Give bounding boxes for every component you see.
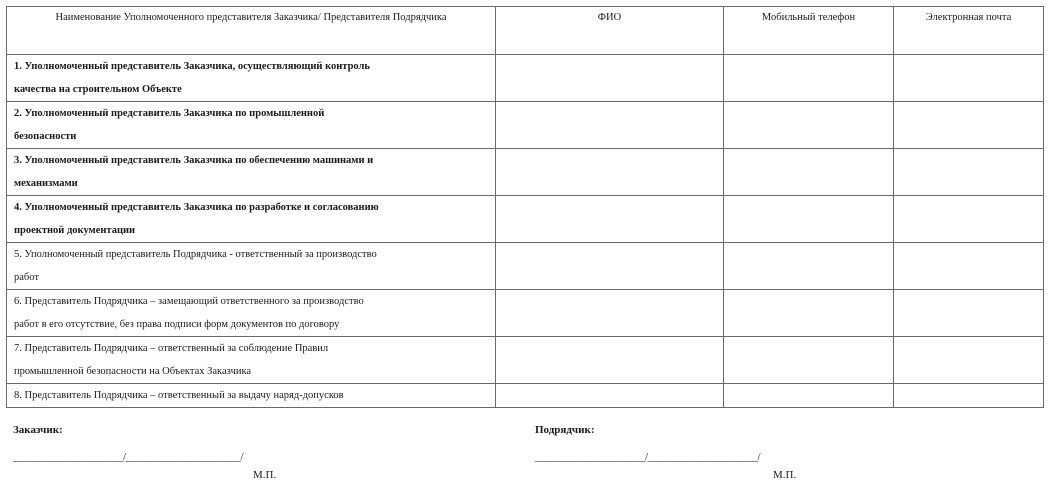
email-cell[interactable] [894, 243, 1044, 290]
phone-cell[interactable] [724, 149, 894, 196]
email-cell[interactable] [894, 337, 1044, 384]
table-row [7, 102, 1044, 149]
table-row [7, 55, 1044, 102]
fio-cell[interactable] [496, 55, 724, 102]
fio-cell[interactable] [496, 290, 724, 337]
customer-signature-line: ______________________/_______________________/ [13, 451, 244, 463]
contractor-signature-block [535, 424, 797, 481]
table-row [7, 149, 1044, 196]
fio-cell[interactable] [496, 337, 724, 384]
table-row [7, 384, 1044, 408]
fio-cell[interactable] [496, 243, 724, 290]
phone-cell[interactable] [724, 290, 894, 337]
phone-cell[interactable] [724, 243, 894, 290]
phone-cell[interactable] [724, 337, 894, 384]
table-row [7, 196, 1044, 243]
email-cell[interactable] [894, 55, 1044, 102]
email-cell[interactable] [894, 196, 1044, 243]
email-cell[interactable] [894, 384, 1044, 408]
customer-label: Заказчик: [13, 424, 63, 436]
contractor-stamp-mark: М.П. [773, 469, 797, 481]
table-header-row [7, 7, 1044, 55]
fio-cell[interactable] [496, 149, 724, 196]
fio-cell[interactable] [496, 196, 724, 243]
phone-cell[interactable] [724, 102, 894, 149]
customer-signature-block [13, 424, 277, 481]
representatives-table [6, 6, 1044, 408]
table-row [7, 337, 1044, 384]
email-cell[interactable] [894, 290, 1044, 337]
role-cell: 5. Уполномоченный представитель Подрядчика - ответственный за производство работ [7, 243, 496, 290]
fio-cell[interactable] [496, 102, 724, 149]
table-row [7, 290, 1044, 337]
role-cell: 1. Уполномоченный представитель Заказчика, осуществляющий контроль качества на строительном Объекте [7, 55, 496, 102]
phone-cell[interactable] [724, 196, 894, 243]
header-fio: ФИО [496, 7, 724, 55]
contractor-label: Подрядчик: [535, 424, 595, 436]
phone-cell[interactable] [724, 55, 894, 102]
header-representative-name: Наименование Уполномоченного представителя Заказчика/ Представителя Подрядчика [7, 7, 496, 55]
header-email: Электронная почта [894, 7, 1044, 55]
customer-stamp-mark: М.П. [253, 469, 277, 481]
role-cell: 7. Представитель Подрядчика – ответственный за соблюдение Правил промышленной безопасности на Объектах Заказчика [7, 337, 496, 384]
header-mobile-phone: Мобильный телефон [724, 7, 894, 55]
fio-cell[interactable] [496, 384, 724, 408]
email-cell[interactable] [894, 102, 1044, 149]
contractor-signature-line: ______________________/______________________/ [535, 451, 761, 463]
role-cell: 2. Уполномоченный представитель Заказчика по промышленной безопасности [7, 102, 496, 149]
email-cell[interactable] [894, 149, 1044, 196]
table-row [7, 243, 1044, 290]
role-cell: 8. Представитель Подрядчика – ответственный за выдачу наряд-допусков [7, 384, 496, 408]
phone-cell[interactable] [724, 384, 894, 408]
role-cell: 6. Представитель Подрядчика – замещающий ответственного за производство работ в его отсутствие, без права подписи форм документов по договору [7, 290, 496, 337]
role-cell: 4. Уполномоченный представитель Заказчика по разработке и согласованию проектной документации [7, 196, 496, 243]
role-cell: 3. Уполномоченный представитель Заказчика по обеспечению машинами и механизмами [7, 149, 496, 196]
